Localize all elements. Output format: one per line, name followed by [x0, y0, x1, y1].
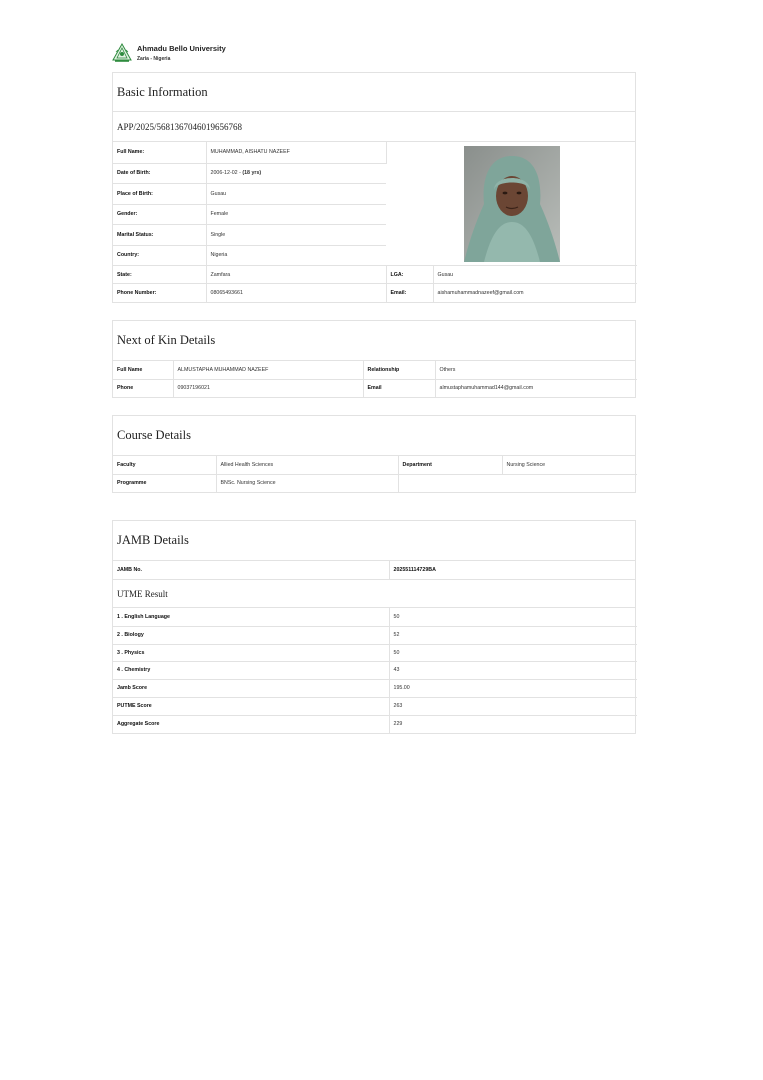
age-value: (18 yrs): [242, 170, 262, 177]
faculty-label: Faculty: [113, 456, 216, 474]
state-value: Zamfara: [206, 266, 386, 284]
chemistry-score: 43: [389, 661, 637, 679]
place-of-birth-value: Gusau: [206, 183, 386, 204]
kin-phone-value: 09037196021: [173, 379, 363, 397]
basic-information-card: [112, 72, 636, 303]
utme-result-title: UTME Result: [113, 579, 635, 608]
kin-name-value: ALMUSTAPHA MUHAMMAD NAZEEF: [173, 361, 363, 379]
physics-score: 50: [389, 644, 637, 661]
kin-relationship-value: Others: [435, 361, 637, 379]
kin-email-value: almustaphamuhammad144@gmail.com: [439, 385, 534, 392]
marital-status-label: Marital Status:: [113, 224, 206, 245]
next-of-kin-table: [113, 361, 637, 397]
dob-value: 2006-12-02 - (18 yrs): [206, 163, 386, 183]
next-of-kin-card: [112, 320, 636, 398]
aggregate-score-label: Aggregate Score: [113, 715, 389, 733]
application-number: APP/2025/56813670460196567​68: [113, 112, 635, 142]
kin-name-label: Full Name: [113, 361, 173, 379]
department-value: Nursing Science: [502, 456, 637, 474]
state-label: State:: [113, 266, 206, 284]
department-label: Department: [398, 456, 502, 474]
course-details-card: [112, 415, 636, 493]
kin-relationship-label: Relationship: [363, 361, 435, 379]
phone-label: Phone Number:: [113, 284, 206, 302]
table-row: [113, 284, 637, 302]
faculty-value: Allied Health Sciences: [216, 456, 398, 474]
table-row: [113, 379, 637, 397]
biology-label: 2 . Biology: [113, 626, 389, 644]
english-score: 50: [389, 608, 637, 626]
utme-result-table: [113, 608, 637, 733]
jamb-number-label: JAMB No.: [113, 561, 389, 579]
table-row: [113, 715, 637, 733]
university-name: Ahmadu Bello University: [137, 43, 226, 53]
table-row: [113, 361, 637, 379]
table-row: [113, 626, 637, 644]
table-row: [113, 266, 637, 284]
full-name-value: MUHAMMAD, AISHATU NAZEEF: [206, 142, 386, 163]
applicant-photo: [464, 146, 560, 262]
jamb-number-table: [113, 561, 637, 579]
physics-label: 3 . Physics: [113, 644, 389, 661]
lga-value: Gusau: [433, 266, 637, 284]
gender-value: Female: [206, 204, 386, 224]
chemistry-label: 4 . Chemistry: [113, 661, 389, 679]
english-label: 1 . English Language: [113, 608, 389, 626]
jamb-details-card: [112, 520, 636, 734]
next-of-kin-title: Next of Kin Details: [113, 321, 635, 361]
course-details-table: [113, 456, 637, 492]
jamb-details-title: JAMB Details: [113, 521, 635, 561]
full-name-label: Full Name:: [113, 142, 206, 163]
table-row: [113, 661, 637, 679]
basic-information-table: [113, 142, 637, 302]
university-logo: [112, 43, 132, 63]
university-header: [112, 42, 226, 64]
marital-status-value: Single: [206, 224, 386, 245]
table-row: [113, 456, 637, 474]
lga-label: LGA:: [386, 266, 433, 284]
dob-label: Date of Birth:: [113, 163, 206, 183]
programme-value: BNSc. Nursing Science: [216, 474, 398, 492]
country-value: Nigeria: [206, 245, 386, 265]
course-details-title: Course Details: [113, 416, 635, 456]
putme-score-label: PUTME Score: [113, 697, 389, 715]
table-row: [113, 679, 637, 697]
email-value: aishamuhammadnazeef@gmail.com: [437, 289, 524, 296]
table-row: [113, 608, 637, 626]
basic-information-title: Basic Information: [113, 73, 635, 112]
jamb-score-value: 195.00: [389, 679, 637, 697]
country-label: Country:: [113, 245, 206, 265]
kin-phone-label: Phone: [113, 379, 173, 397]
place-of-birth-label: Place of Birth:: [113, 183, 206, 204]
table-row: [113, 644, 637, 661]
university-location: Zaria - Nigeria: [137, 55, 171, 62]
kin-email-label: Email: [363, 379, 435, 397]
empty-cell: [398, 474, 637, 492]
table-row: [113, 474, 637, 492]
table-row: [113, 697, 637, 715]
gender-label: Gender:: [113, 204, 206, 224]
email-label: Email:: [386, 284, 433, 302]
photo-cell: [386, 142, 637, 266]
aggregate-score-value: 229: [393, 721, 403, 728]
jamb-score-label: Jamb Score: [113, 679, 389, 697]
programme-label: Programme: [113, 474, 216, 492]
putme-score-value: 263: [389, 697, 637, 715]
table-row: [113, 561, 637, 579]
phone-value: 08065493661: [206, 284, 386, 302]
table-row: [113, 142, 637, 163]
biology-score: 52: [389, 626, 637, 644]
jamb-number-value: 202551114729BA: [393, 567, 436, 573]
